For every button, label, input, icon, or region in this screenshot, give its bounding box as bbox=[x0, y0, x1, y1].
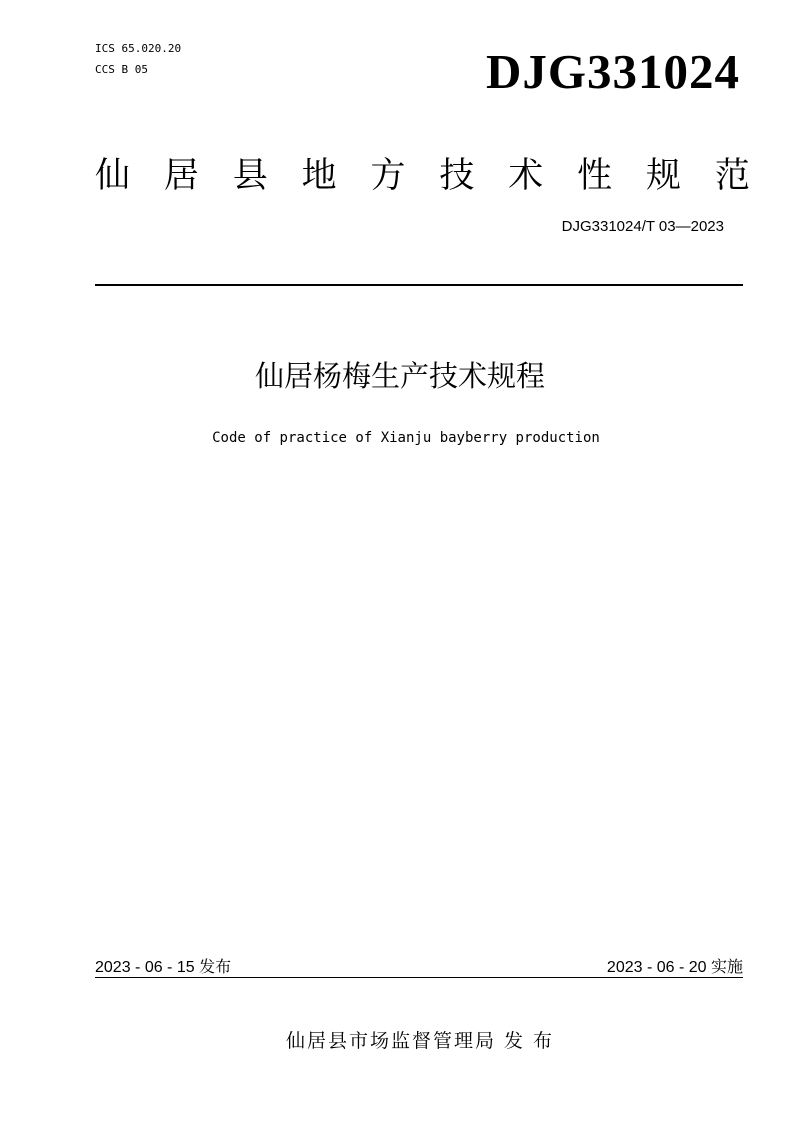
publisher: 仙居县市场监督管理局 发 布 bbox=[285, 1030, 555, 1052]
standard-type-char: 技 bbox=[439, 156, 475, 196]
implementation-date: 2023 - 06 - 20 实施 bbox=[606, 959, 743, 976]
standard-type-char: 县 bbox=[232, 156, 268, 196]
top-divider bbox=[95, 284, 743, 286]
bottom-divider bbox=[95, 977, 743, 978]
standard-number: DJG331024/T 03—2023 bbox=[561, 218, 724, 235]
standard-type-char: 术 bbox=[508, 156, 544, 196]
standard-type-char: 地 bbox=[301, 156, 337, 196]
document-english-title: Code of practice of Xianju bayberry production bbox=[212, 430, 600, 446]
standard-type-char: 方 bbox=[370, 156, 406, 196]
standard-type-char: 规 bbox=[646, 156, 682, 196]
standard-type-char: 性 bbox=[577, 156, 613, 196]
issue-date: 2023 - 06 - 15 发布 bbox=[95, 959, 232, 976]
standard-type-heading bbox=[95, 152, 750, 200]
standard-type-char: 范 bbox=[714, 156, 750, 196]
standard-logo-mark: DJG331024 bbox=[486, 44, 740, 99]
standard-type-char: 仙 bbox=[95, 156, 131, 196]
document-title: 仙居杨梅生产技术规程 bbox=[254, 359, 545, 393]
ccs-code: CCS B 05 bbox=[95, 63, 148, 76]
standard-type-char: 居 bbox=[163, 156, 199, 196]
ics-code: ICS 65.020.20 bbox=[95, 42, 182, 55]
